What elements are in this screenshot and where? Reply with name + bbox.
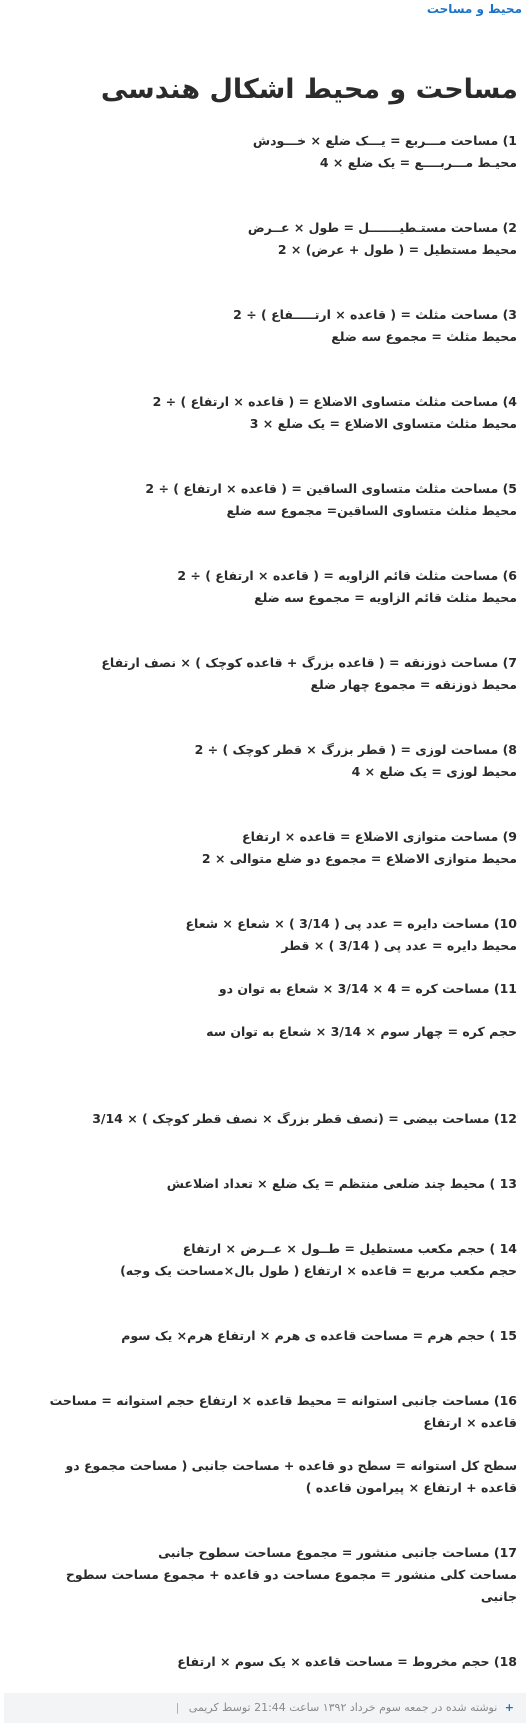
formula-block [35, 391, 517, 435]
category-link[interactable]: محیط و مساحت [426, 2, 522, 16]
formula-line: 8) مساحت لوزی = ( قطر بزرگ × قطر کوچک ) ÷ 2 [194, 742, 517, 757]
formula-line: 3) مساحت مثلث = ( قاعده × ارتـــــفاع ) ÷ 2 [233, 307, 517, 322]
formula-line: محیط متوازی الاضلاع = مجموع دو ضلع متوالی × 2 [201, 851, 517, 866]
formula-block [35, 1173, 517, 1195]
formula-line: محیـط مـــربــــع = یک ضلع × 4 [319, 155, 517, 170]
formula-block [35, 739, 517, 783]
formula-block [35, 1455, 517, 1499]
post-content [35, 130, 517, 1673]
formula-block [35, 826, 517, 870]
formula-line: محیط مثلث قائم الزاویه = مجموع سه ضلع [254, 590, 517, 605]
formula-line: محیط لوزی = یک ضلع × 4 [351, 764, 517, 779]
formula-line: محیط دایره = عدد پی ( 3/14 ) × قطر [281, 938, 517, 953]
formula-block [35, 652, 517, 696]
plus-icon[interactable]: + [504, 1701, 514, 1714]
post-date-author: نوشته شده در جمعه سوم خرداد ۱۳۹۲ ساعت 21:44 توسط کریمی [188, 1701, 498, 1714]
formula-block [35, 1542, 517, 1608]
formula-line: 15 ) حجم هرم = مساحت قاعده ی هرم × ارتفاع هرم× یک سوم [121, 1328, 517, 1343]
formula-line: محیط مثلث متساوی الاضلاع = یک ضلع × 3 [249, 416, 517, 431]
formula-line: 11) مساحت کره = 4 × 3/14 × شعاع به توان دو [218, 981, 517, 996]
formula-block [35, 913, 517, 957]
formula-block [35, 304, 517, 348]
formula-line: 14 ) حجم مکعب مستطیل = طــول × عــرض × ارتفاع [182, 1241, 517, 1256]
formula-line: حجم کره = چهار سوم × 3/14 × شعاع به توان سه [206, 1024, 517, 1039]
formula-line: 9) مساحت متوازی الاضلاع = قاعده × ارتفاع [242, 829, 517, 844]
formula-line: محیط مستطیل = ( طول + عرض) × 2 [277, 242, 517, 257]
post-meta-bar [4, 1693, 526, 1723]
formula-line: 18) حجم مخروط = مساحت قاعده × یک سوم × ارتفاع [177, 1654, 517, 1669]
formula-block [35, 478, 517, 522]
formula-block [35, 1325, 517, 1347]
post-title: مساحت و محیط اشکال هندسی [100, 74, 518, 105]
formula-line: 6) مساحت مثلث قائم الزاویه = ( قاعده × ارتفاع ) ÷ 2 [177, 568, 517, 583]
formula-line: 13 ) محیط چند ضلعی منتظم = یک ضلع × تعداد اضلاعش [166, 1176, 517, 1191]
formula-block [35, 1108, 517, 1130]
formula-block [35, 978, 517, 1000]
formula-line: 4) مساحت مثلث متساوی الاضلاع = ( قاعده × ارتفاع ) ÷ 2 [152, 394, 517, 409]
formula-block [35, 1238, 517, 1282]
formula-line: 7) مساحت ذوزنقه = ( قاعده بزرگ + قاعده کوچک ) × نصف ارتفاع [101, 655, 517, 670]
formula-line: 2) مساحت مستـطیـــــــل = طول × عــرض [247, 220, 517, 235]
formula-line: سطح کل استوانه = سطح دو قاعده + مساحت جانبی ( مساحت مجموع دو قاعده + ارتفاع × پیرامون قاعده ) [65, 1458, 517, 1495]
formula-line: محیط مثلث = مجموع سه ضلع [331, 329, 517, 344]
formula-line: مساحت کلی منشور = مجموع مساحت دو قاعده + مجموع مساحت سطوح جانبی [65, 1567, 517, 1604]
formula-line: محیط مثلث متساوی الساقین= مجموع سه ضلع [226, 503, 517, 518]
formula-block [35, 130, 517, 174]
formula-block [35, 1651, 517, 1673]
formula-line: 17) مساحت جانبی منشور = مجموع مساحت سطوح جانبی [158, 1545, 517, 1560]
formula-line: 12) مساحت بیضی = (نصف قطر بزرگ × نصف قطر کوچک ) × 3/14 [92, 1111, 517, 1126]
formula-line: 1) مساحت مـــربع = یـــک ضلع × خـــودش [252, 133, 517, 148]
formula-line: 5) مساحت مثلث متساوی الساقین = ( قاعده × ارتفاع ) ÷ 2 [145, 481, 517, 496]
formula-line: حجم مکعب مربع = قاعده × ارتفاع ( طول بال×مساحت یک وجه) [120, 1263, 517, 1278]
formula-line: 10) مساحت دایره = عدد پی ( 3/14 ) × شعاع × شعاع [185, 916, 517, 931]
formula-block [35, 1390, 517, 1434]
formula-block [35, 565, 517, 609]
formula-block [35, 1021, 517, 1043]
formula-block [35, 217, 517, 261]
meta-separator: | [175, 1701, 180, 1714]
formula-line: محیط ذوزنقه = مجموع چهار ضلع [310, 677, 517, 692]
formula-line: 16) مساحت جانبی استوانه = محیط قاعده × ارتفاع حجم استوانه = مساحت قاعده × ارتفاع [49, 1393, 517, 1430]
